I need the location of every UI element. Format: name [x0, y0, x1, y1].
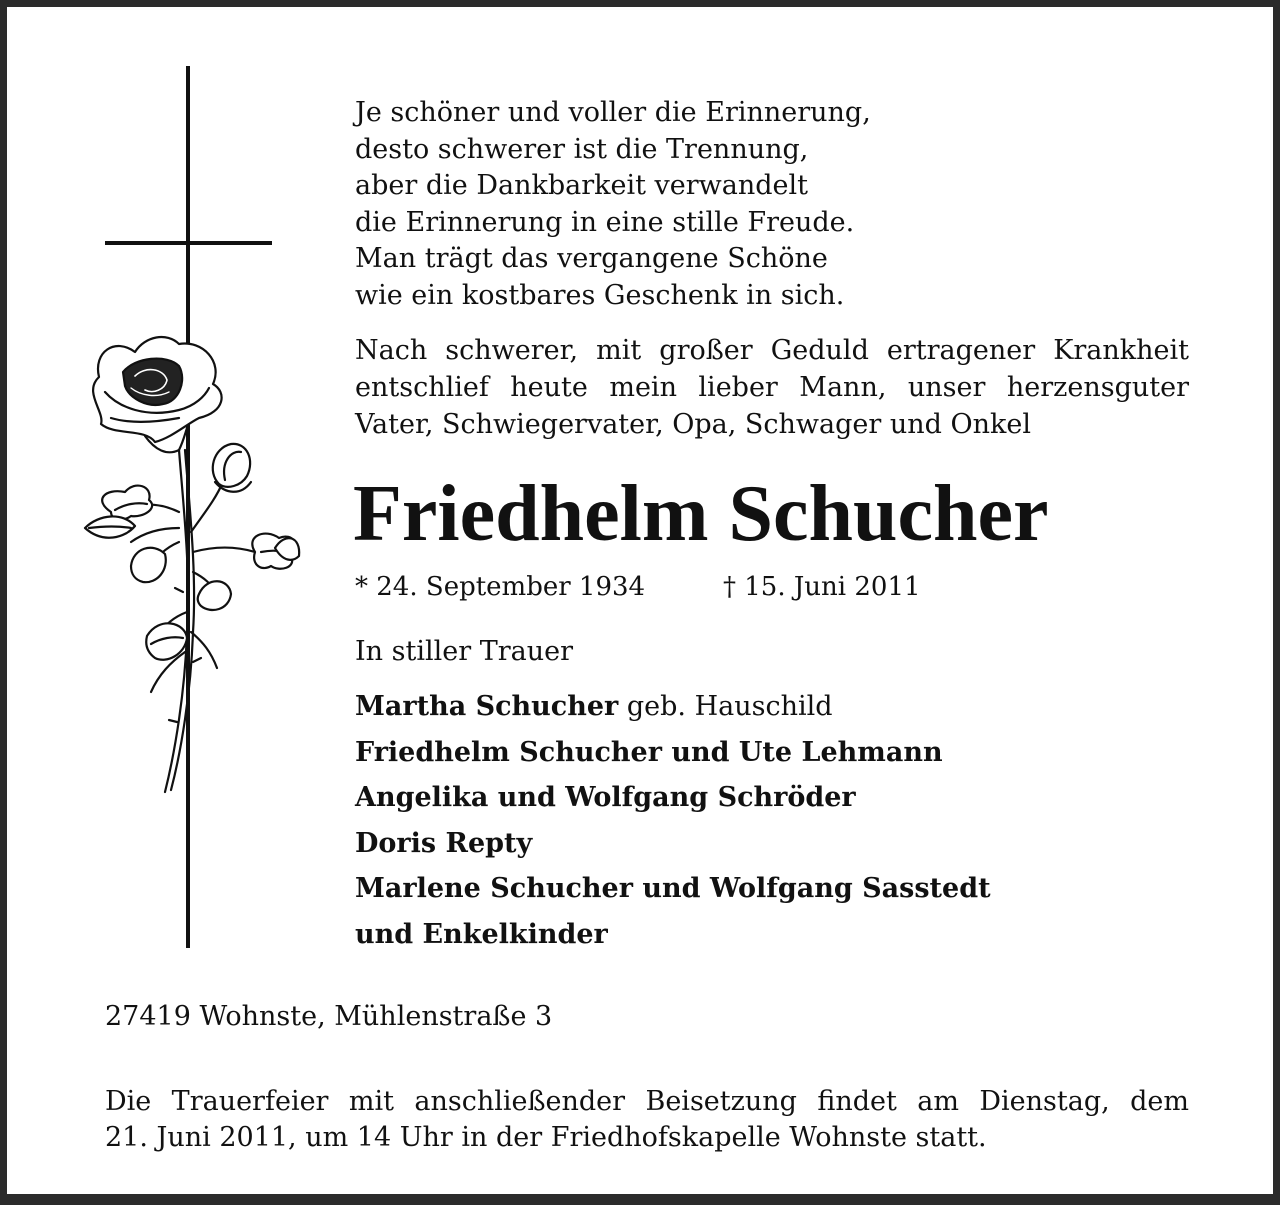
mourner-item: Friedhelm Schucher und Ute Lehmann [355, 736, 943, 768]
poem-line: die Erinnerung in eine stille Freude. [355, 206, 855, 238]
death-date: † 15. Juni 2011 [723, 572, 921, 602]
life-dates [355, 569, 921, 605]
poem-line: Je schöner und voller die Erinnerung, [355, 97, 871, 128]
maiden-name: geb. Hauschild [618, 691, 833, 722]
obituary-notice [7, 7, 1273, 1194]
poem-line: Man trägt das vergangene Schöne [355, 243, 828, 274]
service-info [105, 1084, 1189, 1156]
cross-icon-beam [105, 241, 272, 245]
mourner-item: Doris Repty [355, 827, 533, 859]
intro-text [355, 332, 1189, 443]
mourners-list [355, 684, 991, 957]
service-line: Die Trauerfeier mit anschließender Beisetzung findet am Dienstag, dem [105, 1086, 1189, 1117]
mourner-item: Angelika und Wolfgang Schröder [355, 782, 856, 813]
intro-line: entschlief heute mein lieber Mann, unser herzensguter [355, 372, 1189, 403]
poem [355, 95, 915, 314]
mourner-item: Marlene Schucher und Wolfgang Sasstedt [355, 873, 991, 904]
deceased-name: Friedhelm Schucher [353, 470, 1049, 558]
mourner-item [355, 684, 991, 730]
birth-date: * 24. September 1934 [355, 572, 646, 602]
mourner-item: und Enkelkinder [355, 918, 608, 950]
intro-line: Vater, Schwiegervater, Opa, Schwager und Onkel [355, 409, 1032, 440]
mourner-name: Martha Schucher [355, 691, 619, 722]
poem-line: aber die Dankbarkeit verwandelt [355, 170, 809, 201]
intro-line: Nach schwerer, mit großer Geduld ertragener Krankheit [355, 335, 1189, 366]
rose-icon [75, 332, 305, 802]
address: 27419 Wohnste, Mühlenstraße 3 [105, 1001, 553, 1032]
poem-line: wie ein kostbares Geschenk in sich. [355, 279, 845, 311]
service-line: 21. Juni 2011, um 14 Uhr in der Friedhofskapelle Wohnste statt. [105, 1122, 987, 1153]
mourning-label: In stiller Trauer [355, 636, 574, 667]
poem-line: desto schwerer ist die Trennung, [355, 133, 809, 165]
